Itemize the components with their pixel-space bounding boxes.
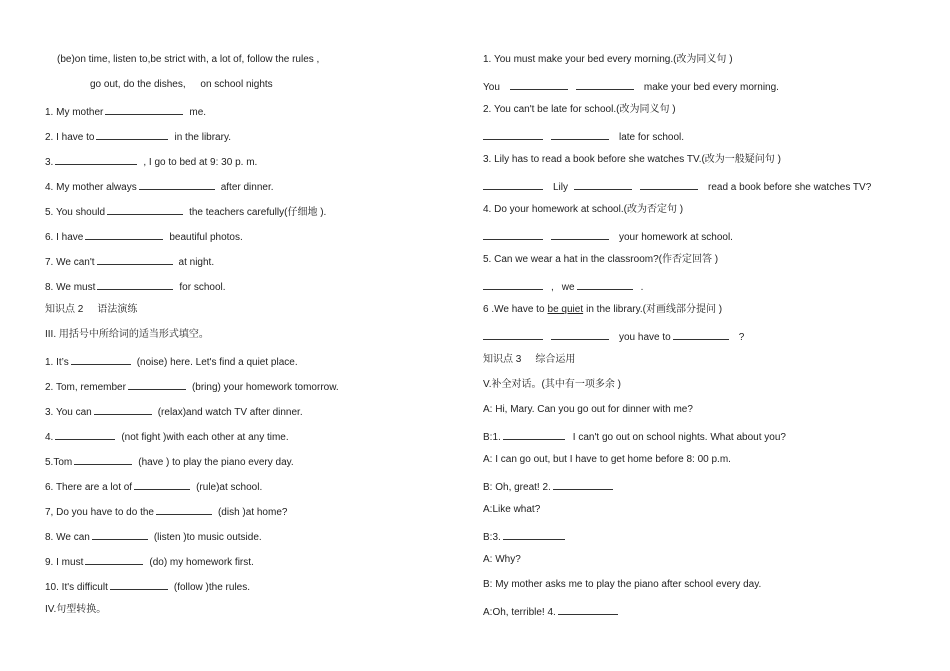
item-text: 2. Tom, remember xyxy=(45,382,126,393)
answer-blank[interactable] xyxy=(510,78,568,90)
dialogue-line-9 xyxy=(483,603,620,617)
answer-blank[interactable] xyxy=(85,553,143,565)
item-text: ? xyxy=(738,332,745,343)
item-text: 1. My mother xyxy=(45,107,104,118)
answer-blank[interactable] xyxy=(74,453,132,465)
grammar-item-4 xyxy=(45,428,289,442)
answer-blank[interactable] xyxy=(85,228,163,240)
item-text: (noise) here. Let's find a quiet place. xyxy=(136,357,298,368)
item-text: , I go to bed at 9: 30 p. m. xyxy=(143,157,258,168)
item-text: 9. I must xyxy=(45,557,84,568)
answer-blank[interactable] xyxy=(673,328,729,340)
item-text: 2. I have to xyxy=(45,132,95,143)
grammar-item-3 xyxy=(45,403,303,417)
item-text: late for school. xyxy=(619,132,685,143)
grammar-item-5 xyxy=(45,453,294,467)
item-text: (have ) to play the piano every day. xyxy=(138,457,294,468)
answer-blank[interactable] xyxy=(503,428,565,440)
item-text: 6 .We have to xyxy=(483,304,545,315)
exercise-item-6 xyxy=(45,228,243,242)
transform-item-4: 4. Do your homework at school.(改为否定句 ) xyxy=(483,204,684,215)
transform-item-5: 5. Can we wear a hat in the classroom?(作否定回答 ) xyxy=(483,254,719,265)
answer-blank[interactable] xyxy=(110,578,168,590)
item-text: 4. xyxy=(45,432,54,443)
item-text: (relax)and watch TV after dinner. xyxy=(157,407,303,418)
item-text: You xyxy=(483,82,500,93)
transform-answer-1 xyxy=(483,78,779,92)
dialogue-line-4 xyxy=(483,478,615,492)
answer-blank[interactable] xyxy=(96,128,168,140)
exercise-item-2 xyxy=(45,128,231,142)
answer-blank[interactable] xyxy=(128,378,186,390)
underlined-phrase: be quiet xyxy=(547,304,584,315)
item-text: make your bed every morning. xyxy=(643,82,779,93)
options-part-a: go out, do the dishes, xyxy=(90,79,186,90)
item-text: B:1. xyxy=(483,432,501,443)
item-text: after dinner. xyxy=(220,182,274,193)
answer-blank[interactable] xyxy=(97,278,173,290)
answer-blank[interactable] xyxy=(483,128,543,140)
item-text: 7. We can't xyxy=(45,257,95,268)
grammar-item-10 xyxy=(45,578,250,592)
exercise-item-8 xyxy=(45,278,226,292)
item-text: 10. It's difficult xyxy=(45,582,108,593)
answer-blank[interactable] xyxy=(483,228,543,240)
item-text: 3. You can xyxy=(45,407,92,418)
item-text: I can't go out on school nights. What about you? xyxy=(572,432,786,443)
item-text: we xyxy=(561,282,575,293)
dialogue-line-2 xyxy=(483,428,786,442)
transform-item-2: 2. You can't be late for school.(改为同义句 ) xyxy=(483,104,676,115)
item-text: me. xyxy=(189,107,207,118)
exercise-item-1 xyxy=(45,103,206,117)
item-text: B: Oh, great! 2. xyxy=(483,482,551,493)
section-3-heading: III. 用括号中所给词的适当形式填空。 xyxy=(45,329,209,340)
item-text: (not fight )with each other at any time. xyxy=(121,432,289,443)
item-text: (bring) your homework tomorrow. xyxy=(191,382,339,393)
options-part-b: on school nights xyxy=(200,79,273,90)
transform-answer-3 xyxy=(483,178,871,192)
dialogue-line-3: A: I can go out, but I have to get home before 8: 00 p.m. xyxy=(483,454,731,465)
item-text: 5. You should xyxy=(45,207,106,218)
answer-blank[interactable] xyxy=(107,203,183,215)
item-text: at night. xyxy=(178,257,215,268)
exercise-item-5 xyxy=(45,203,326,217)
section-5-heading: V.补全对话。(其中有一项多余 ) xyxy=(483,379,621,390)
item-text: . xyxy=(640,282,644,293)
answer-blank[interactable] xyxy=(483,328,543,340)
word-options-line2 xyxy=(90,78,273,92)
item-text: read a book before she watches TV? xyxy=(708,182,872,193)
transform-answer-6 xyxy=(483,328,744,342)
transform-item-6 xyxy=(483,303,722,317)
item-text: , xyxy=(551,282,554,293)
answer-blank[interactable] xyxy=(105,103,183,115)
answer-blank[interactable] xyxy=(134,478,190,490)
item-text: beautiful photos. xyxy=(169,232,243,243)
answer-blank[interactable] xyxy=(483,178,543,190)
grammar-item-6 xyxy=(45,478,262,492)
item-text: the teachers carefully(仔细地 ). xyxy=(189,207,327,218)
item-text: (do) my homework first. xyxy=(149,557,254,568)
answer-blank[interactable] xyxy=(71,353,131,365)
item-text: in the library.(对画线部分提问 ) xyxy=(586,304,723,315)
answer-blank[interactable] xyxy=(551,228,609,240)
item-text: 7, Do you have to do the xyxy=(45,507,154,518)
item-text: Lily xyxy=(553,182,569,193)
dialogue-line-5: A:Like what? xyxy=(483,504,541,515)
item-text: for school. xyxy=(179,282,226,293)
item-text: 6. I have xyxy=(45,232,84,243)
grammar-item-2 xyxy=(45,378,339,392)
dialogue-line-6 xyxy=(483,528,567,542)
answer-blank[interactable] xyxy=(574,178,632,190)
answer-blank[interactable] xyxy=(483,278,543,290)
item-text: 8. We can xyxy=(45,532,90,543)
item-text: (rule)at school. xyxy=(196,482,263,493)
answer-blank[interactable] xyxy=(553,478,613,490)
kp-label: 知识点 2 xyxy=(45,304,84,315)
dialogue-line-8: B: My mother asks me to play the piano after school every day. xyxy=(483,579,762,590)
answer-blank[interactable] xyxy=(55,428,115,440)
kp-title: 综合运用 xyxy=(535,354,576,365)
knowledge-point-2 xyxy=(45,303,137,317)
item-text: (follow )the rules. xyxy=(173,582,251,593)
item-text: A:Oh, terrible! 4. xyxy=(483,607,556,618)
dialogue-line-1: A: Hi, Mary. Can you go out for dinner with me? xyxy=(483,404,693,415)
answer-blank[interactable] xyxy=(156,503,212,515)
transform-item-1: 1. You must make your bed every morning.(改为同义句 ) xyxy=(483,54,733,65)
dialogue-line-7: A: Why? xyxy=(483,554,521,565)
grammar-item-8 xyxy=(45,528,262,542)
kp-label: 知识点 3 xyxy=(483,354,522,365)
transform-answer-2 xyxy=(483,128,684,142)
answer-blank[interactable] xyxy=(92,528,148,540)
grammar-item-1 xyxy=(45,353,298,367)
exercise-item-4 xyxy=(45,178,274,192)
item-text: 5.Tom xyxy=(45,457,73,468)
transform-item-3: 3. Lily has to read a book before she watches TV.(改为一般疑问句 ) xyxy=(483,154,781,165)
knowledge-point-3 xyxy=(483,353,575,367)
word-options-line1: (be)on time, listen to,be strict with, a lot of, follow the rules , xyxy=(57,54,320,65)
answer-blank[interactable] xyxy=(97,253,173,265)
section-4-heading: IV.句型转换。 xyxy=(45,604,107,615)
answer-blank[interactable] xyxy=(94,403,152,415)
answer-blank[interactable] xyxy=(139,178,215,190)
transform-answer-5 xyxy=(483,278,643,292)
item-text: your homework at school. xyxy=(619,232,733,243)
answer-blank[interactable] xyxy=(558,603,618,615)
item-text: 8. We must xyxy=(45,282,96,293)
item-text: (listen )to music outside. xyxy=(153,532,262,543)
grammar-item-7 xyxy=(45,503,287,517)
exercise-item-3 xyxy=(45,153,257,167)
answer-blank[interactable] xyxy=(577,278,633,290)
item-text: you have to xyxy=(619,332,671,343)
item-text: 3. xyxy=(45,157,54,168)
item-text: 1. It’s xyxy=(45,357,69,368)
answer-blank[interactable] xyxy=(551,328,609,340)
answer-blank[interactable] xyxy=(55,153,137,165)
answer-blank[interactable] xyxy=(503,528,565,540)
item-text: 6. There are a lot of xyxy=(45,482,133,493)
exercise-item-7 xyxy=(45,253,214,267)
answer-blank[interactable] xyxy=(551,128,609,140)
answer-blank[interactable] xyxy=(640,178,698,190)
item-text: in the library. xyxy=(174,132,231,143)
transform-answer-4 xyxy=(483,228,733,242)
item-text: (dish )at home? xyxy=(217,507,288,518)
grammar-item-9 xyxy=(45,553,254,567)
kp-title: 语法演练 xyxy=(97,304,138,315)
item-text: 4. My mother always xyxy=(45,182,137,193)
answer-blank[interactable] xyxy=(576,78,634,90)
item-text: B:3. xyxy=(483,532,501,543)
